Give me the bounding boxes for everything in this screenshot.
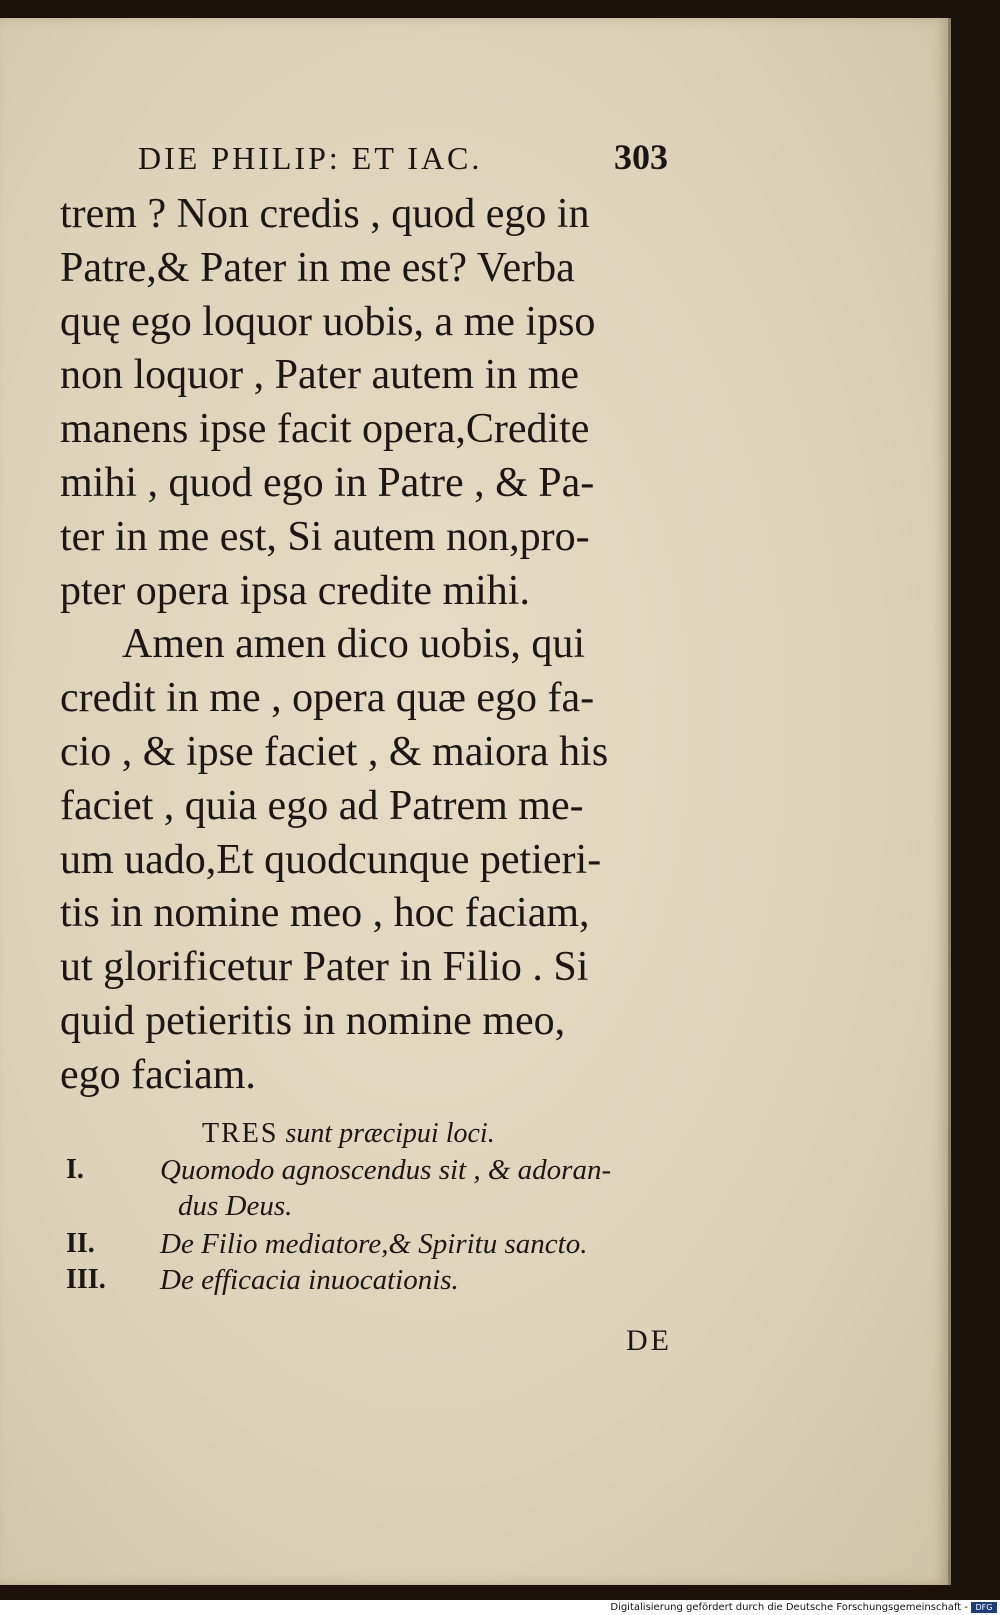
text-line: Amen amen dico uobis, qui	[122, 621, 586, 668]
body-text	[60, 188, 680, 1103]
text-line: non loquor , Pater autem in me	[60, 352, 580, 399]
text-line: ego faciam.	[60, 1051, 256, 1098]
dfg-logo-badge: DFG	[971, 1602, 997, 1613]
text-line: trem ? Non credis , quod ego in	[60, 191, 590, 237]
text-line: faciet , quia ego ad Patrem me-	[60, 782, 584, 829]
head-text: Quomodo agnoscendus sit , & adoran-	[160, 1154, 612, 1186]
text-line: um uado,Et quodcunque petieri-	[60, 836, 602, 883]
text-line: quę ego loquor uobis, a me ipso	[60, 298, 596, 345]
heads-title-caps: TRES	[202, 1118, 279, 1149]
head-text: De Filio mediatore,& Spiritu sancto.	[160, 1228, 588, 1260]
text-line: ut glorificetur Pater in Filio . Si	[60, 944, 589, 991]
running-head: DIE PHILIP: ET IAC.	[138, 140, 483, 176]
catchword: DE	[626, 1324, 672, 1357]
head-number: I.	[66, 1154, 84, 1185]
text-line: mihi , quod ego in Patre , & Pa-	[60, 459, 595, 506]
digitization-footer	[0, 1600, 1000, 1615]
text-line: manens ipse facit opera,Credite	[60, 406, 590, 453]
head-item	[60, 1228, 700, 1264]
heads-title-rest: sunt præcipui loci.	[285, 1118, 495, 1149]
text-line: quid petieritis in nomine meo,	[60, 997, 566, 1044]
head-item	[60, 1264, 700, 1300]
text-line: Patre,& Pater in me est? Verba	[60, 244, 575, 291]
page-number: 303	[614, 137, 668, 177]
footer-credit: Digitalisierung gefördert durch die Deutsche Forschungsgemeinschaft -	[610, 1602, 968, 1613]
head-number: III.	[66, 1264, 106, 1295]
text-line: tis in nomine meo , hoc faciam,	[60, 890, 590, 937]
book-page	[0, 18, 951, 1585]
head-number: II.	[66, 1228, 95, 1259]
text-line: credit in me , opera quæ ego fa-	[60, 675, 595, 722]
head-item	[60, 1190, 700, 1226]
text-line: ter in me est, Si autem non,pro-	[60, 513, 590, 560]
text-line: cio , & ipse faciet , & maiora his	[60, 728, 609, 775]
head-item	[60, 1154, 700, 1190]
page-header	[108, 136, 668, 180]
head-text: De efficacia inuocationis.	[160, 1264, 459, 1296]
heads-title	[202, 1118, 495, 1150]
head-text: dus Deus.	[178, 1190, 293, 1222]
text-line: pter opera ipsa credite mihi.	[60, 567, 530, 614]
